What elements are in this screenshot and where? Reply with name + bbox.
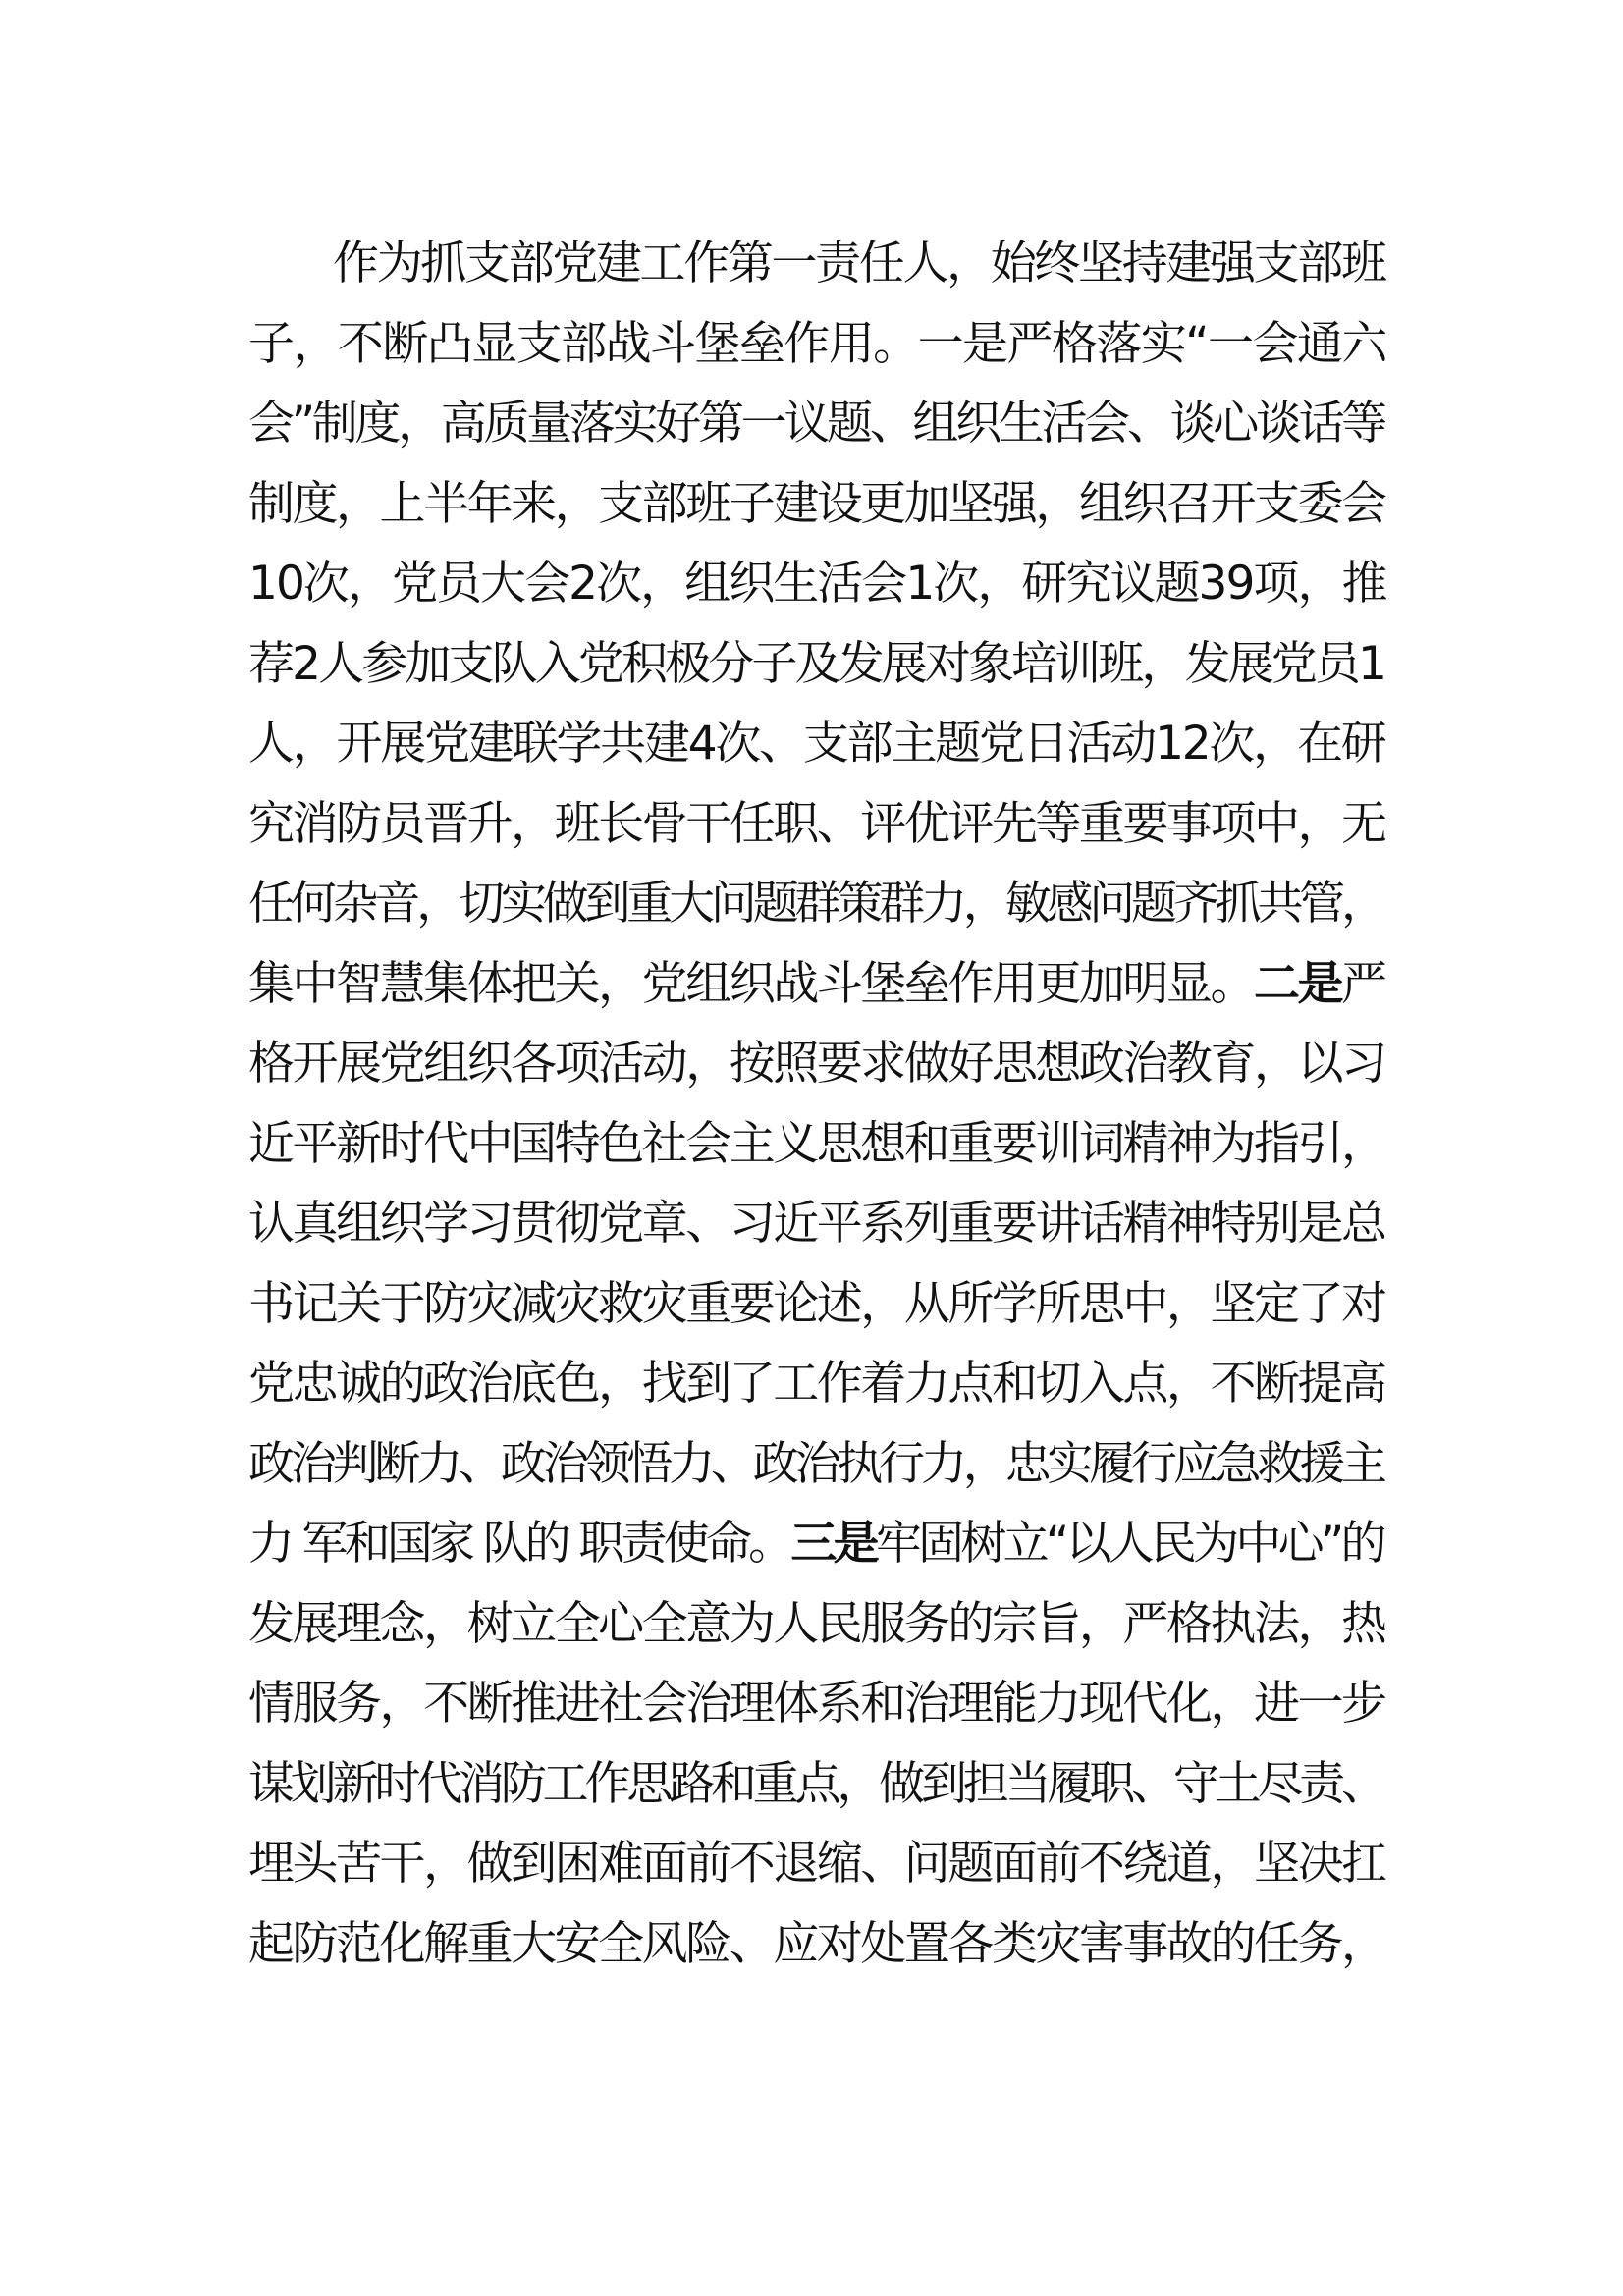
text-line: 起防范化解重大安全风险、应对处置各类灾害事故的任务， <box>248 1916 1385 1971</box>
text-line: 近平新时代中国特色社会主义思想和重要训词精神为指引， <box>248 1116 1385 1171</box>
body-paragraph <box>248 224 1387 1984</box>
text-line: 人，开展党建联学共建4次、支部主题党日活动12次，在研 <box>248 717 1385 771</box>
text-segment: 力 军和国家 队的 职责使命。 <box>248 1517 791 1571</box>
text-line <box>248 1504 1387 1584</box>
text-line: 认真组织学习贯彻党章、习近平系列重要讲话精神特别是总 <box>248 1197 1385 1251</box>
text-line: 究消防员晋升，班长骨干任职、评优评先等重要事项中，无 <box>248 796 1385 851</box>
text-line: 10次，党员大会2次，组织生活会1次，研究议题39项，推 <box>248 557 1386 611</box>
text-line: 制度，上半年来，支部班子建设更加坚强，组织召开支委会 <box>248 476 1385 531</box>
bold-point-marker: 三是 <box>790 1517 876 1571</box>
text-line: 作为抓支部党建工作第一责任人，始终坚持建强支部班 <box>333 237 1385 291</box>
text-segment: 集中智慧集体把关，党组织战斗堡垒作用更加明显。 <box>248 956 1254 1011</box>
text-line: 党忠诚的政治底色，找到了工作着力点和切入点，不断提高 <box>248 1357 1385 1411</box>
bold-point-marker: 二是 <box>1253 956 1342 1011</box>
text-line: 会”制度，高质量落实好第一议题、组织生活会、谈心谈话等 <box>248 397 1384 451</box>
text-line: 格开展党组织各项活动，按照要求做好思想政治教育，以习 <box>248 1037 1385 1091</box>
text-line: 书记关于防灾减灾救灾重要论述，从所学所思中，坚定了对 <box>248 1276 1385 1331</box>
text-line: 子，不断凸显支部战斗堡垒作用。一是严格落实“一会通六 <box>248 316 1386 371</box>
text-line: 政治判断力、政治领悟力、政治执行力，忠实履行应急救援主 <box>248 1436 1383 1491</box>
text-line: 发展理念，树立全心全意为人民服务的宗旨，严格执法，热 <box>248 1596 1385 1651</box>
text-segment: 牢固树立“以人民为中心”的 <box>875 1517 1383 1571</box>
text-segment: 严 <box>1341 956 1385 1011</box>
text-line <box>248 944 1387 1025</box>
text-line: 埋头苦干，做到困难面前不退缩、问题面前不绕道，坚决扛 <box>248 1837 1385 1891</box>
text-line: 情服务，不断推进社会治理体系和治理能力现代化，进一步 <box>248 1677 1385 1731</box>
text-line: 荐2人参加支队入党积极分子及发展对象培训班，发展党员1 <box>248 636 1385 691</box>
text-line: 谋划新时代消防工作思路和重点，做到担当履职、守土尽责、 <box>248 1756 1383 1811</box>
text-line: 任何杂音，切实做到重大问题群策群力，敏感问题齐抓共管， <box>248 877 1383 931</box>
